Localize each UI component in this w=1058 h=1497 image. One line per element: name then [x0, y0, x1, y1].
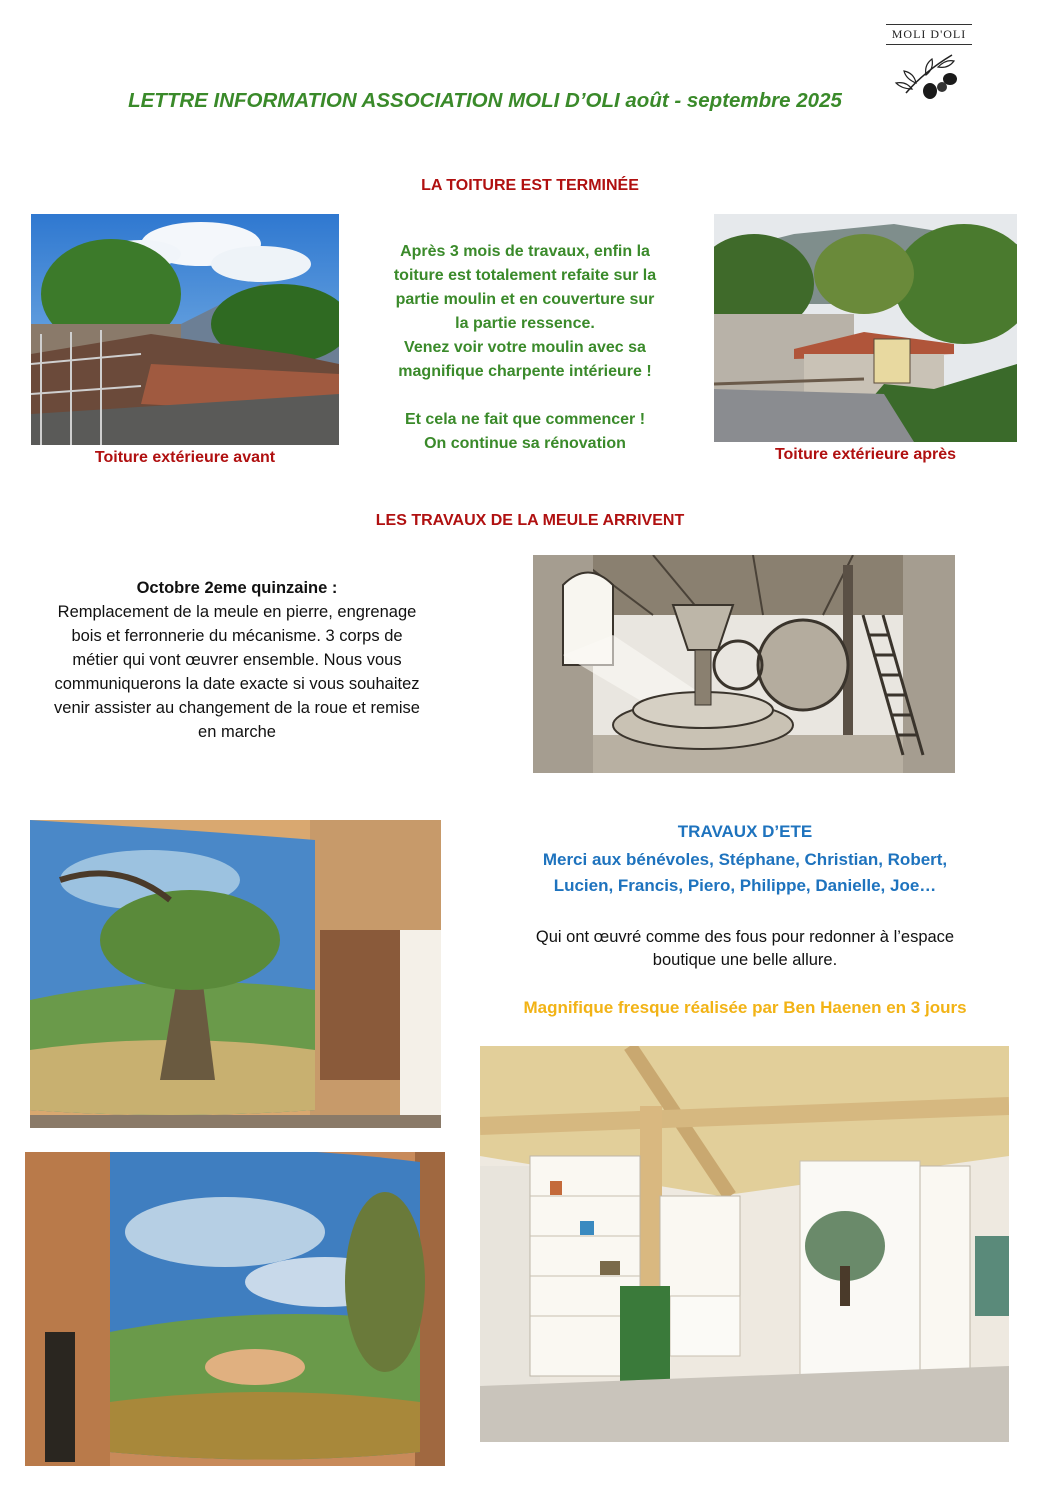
roof-text-line: la partie ressence.: [455, 315, 595, 332]
page-title: LETTRE INFORMATION ASSOCIATION MOLI D’OLI août - septembre 2025: [128, 89, 842, 112]
roof-after-photo: [714, 214, 1017, 442]
ete-text-line: boutique une belle allure.: [652, 951, 838, 969]
meule-text-line: en marche: [198, 723, 276, 741]
meule-text-line: venir assister au changement de la roue et remise: [54, 699, 420, 717]
roof-text-line: Venez voir votre moulin avec sa: [404, 339, 646, 356]
roof-text-line: Et cela ne fait que commencer !: [404, 411, 646, 428]
caption-after: Toiture extérieure après: [774, 446, 957, 463]
meule-text-line: Remplacement de la meule en pierre, engrenage: [57, 603, 417, 621]
meule-text-line: communiquerons la date exacte si vous souhaitez: [54, 675, 420, 693]
caption-before: Toiture extérieure avant: [94, 449, 276, 466]
fresco-photo-bottom: [25, 1152, 445, 1466]
meule-heading: LES TRAVAUX DE LA MEULE ARRIVENT: [375, 512, 685, 529]
roof-text-line: partie moulin et en couverture sur: [395, 291, 655, 308]
ete-text: [470, 926, 1020, 972]
meule-text: [20, 576, 454, 744]
roof-text-line: [355, 384, 695, 408]
ete-thanks-line: Merci aux bénévoles, Stéphane, Christian, Robert,: [542, 850, 948, 869]
roof-text-line: toiture est totalement refaite sur la: [393, 267, 657, 284]
meule-subheading: Octobre 2eme quinzaine :: [136, 579, 338, 597]
meule-text-line: bois et ferronnerie du mécanisme. 3 corps de: [71, 627, 403, 645]
ete-text-line: Qui ont œuvré comme des fous pour redonner à l’espace: [535, 928, 955, 946]
roof-before-photo: [31, 214, 339, 445]
roof-heading: LA TOITURE EST TERMINÉE: [421, 177, 639, 194]
fresque-credit: Magnifique fresque réalisée par Ben Haenen en 3 jours: [523, 998, 967, 1017]
ete-thanks-line: Lucien, Francis, Piero, Philippe, Danielle, Joe…: [553, 876, 937, 895]
roof-text-line: Après 3 mois de travaux, enfin la: [400, 243, 650, 260]
ete-heading: TRAVAUX D’ETE: [677, 822, 813, 841]
meule-text-line: métier qui vont œuvrer ensemble. Nous vous: [72, 651, 402, 669]
roof-text: [355, 240, 695, 456]
mill-sketch-illustration: [533, 555, 955, 773]
roof-text-line: On continue sa rénovation: [424, 435, 626, 452]
fresco-photo-top: [30, 820, 441, 1128]
ete-thanks: [480, 847, 1010, 899]
roof-text-line: magnifique charpente intérieure !: [398, 363, 652, 380]
boutique-photo: [480, 1046, 1009, 1442]
logo-text: MOLI D'OLI: [886, 24, 972, 45]
